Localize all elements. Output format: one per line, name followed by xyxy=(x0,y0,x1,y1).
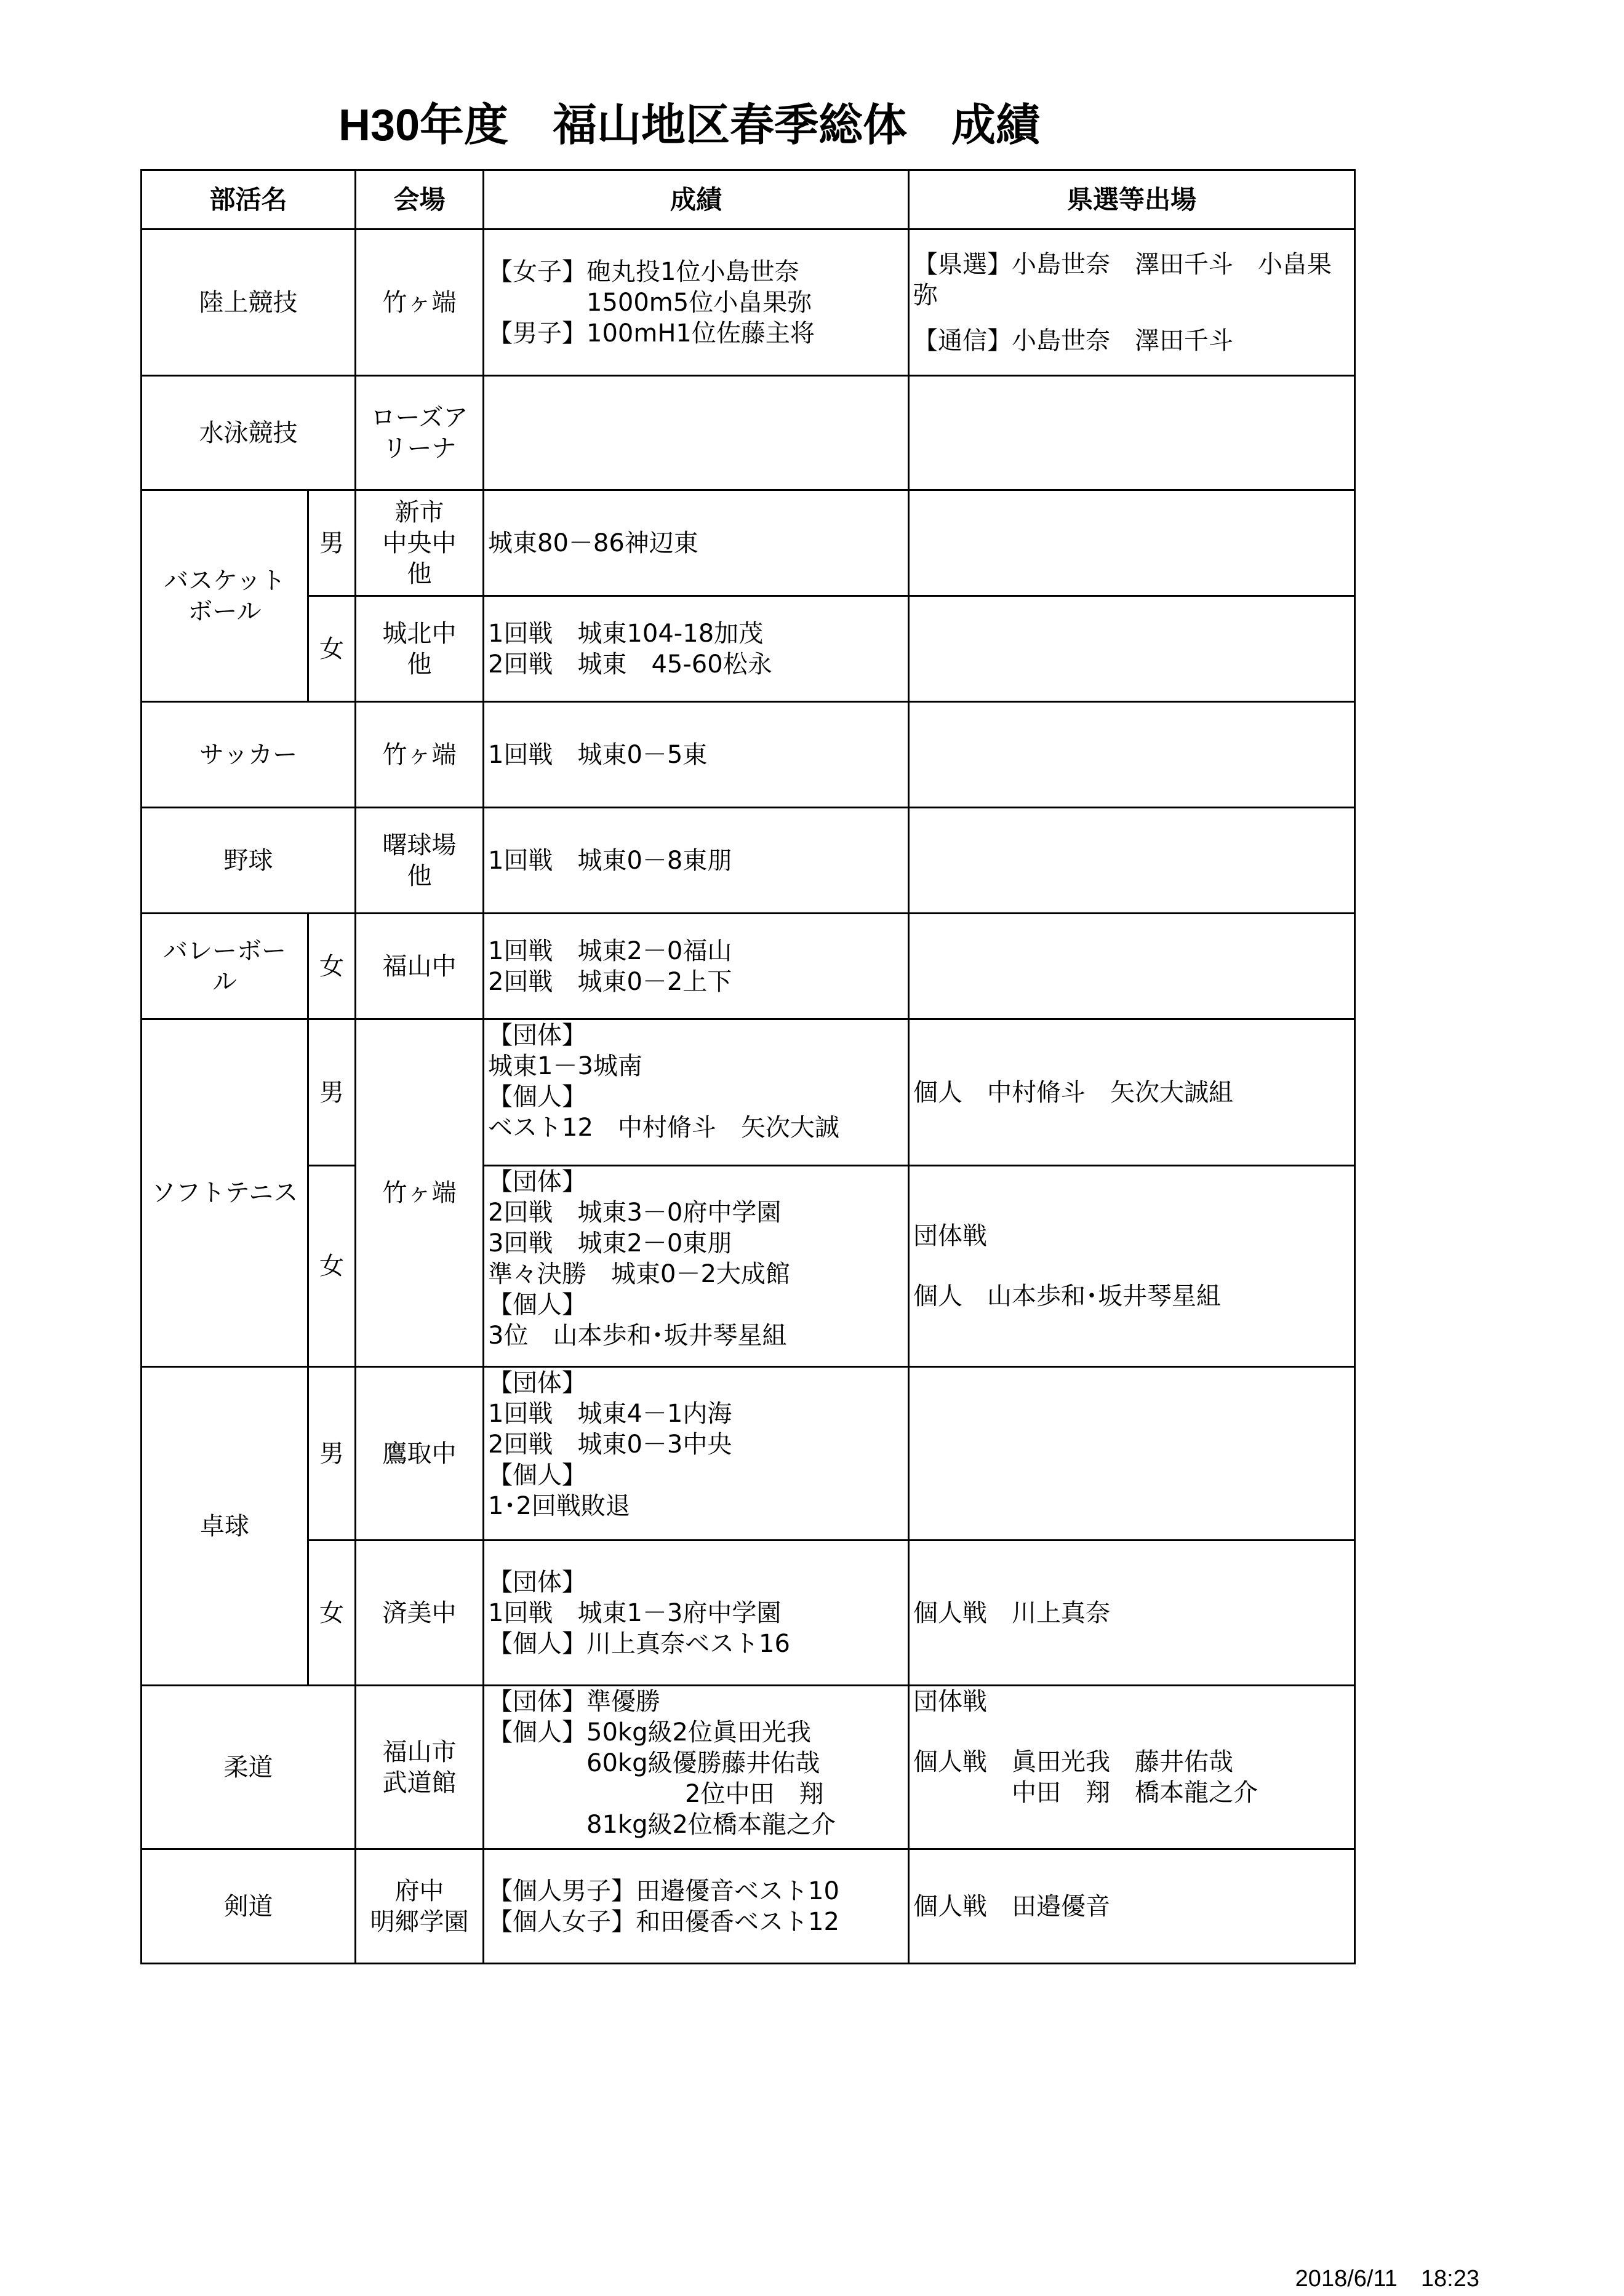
result: 城東80－86神辺東 xyxy=(484,490,909,596)
header-club: 部活名 xyxy=(142,170,356,229)
venue: 福山中 xyxy=(356,914,484,1019)
club-name: バスケット ボール xyxy=(142,490,308,702)
prefecture: 個人 中村脩斗 矢次大誠組 xyxy=(909,1019,1355,1166)
venue: 済美中 xyxy=(356,1541,484,1686)
gender: 男 xyxy=(308,1367,356,1541)
gender: 男 xyxy=(308,490,356,596)
gender: 女 xyxy=(308,596,356,702)
table-row-softtennis-female xyxy=(142,1166,1355,1367)
result: 【個人男子】田邉優音ベスト10 【個人女子】和田優香ベスト12 xyxy=(484,1849,909,1964)
header-result: 成績 xyxy=(484,170,909,229)
club-name: 剣道 xyxy=(142,1849,356,1964)
result: 1回戦 城東104-18加茂 2回戦 城東 45-60松永 xyxy=(484,596,909,702)
venue: 竹ヶ端 xyxy=(356,702,484,808)
table-row-takkyu-male xyxy=(142,1367,1355,1541)
club-name: 野球 xyxy=(142,808,356,914)
page-title: H30年度 福山地区春季総体 成績 xyxy=(338,101,1041,150)
prefecture xyxy=(909,376,1355,490)
venue: ローズア リーナ xyxy=(356,376,484,490)
prefecture: 【県選】小島世奈 澤田千斗 小畠果 弥 【通信】小島世奈 澤田千斗 xyxy=(909,229,1355,376)
table-row-basket-male xyxy=(142,490,1355,596)
result: 1回戦 城東0－8東朋 xyxy=(484,808,909,914)
prefecture xyxy=(909,596,1355,702)
result: 【団体】 1回戦 城東1－3府中学園 【個人】川上真奈ベスト16 xyxy=(484,1541,909,1686)
table-row-soccer xyxy=(142,702,1355,808)
header-row xyxy=(142,170,1355,229)
prefecture: 個人戦 川上真奈 xyxy=(909,1541,1355,1686)
result: 【女子】砲丸投1位小島世奈 1500m5位小畠果弥 【男子】100mH1位佐藤主将 xyxy=(484,229,909,376)
table-row-basket-female xyxy=(142,596,1355,702)
gender: 女 xyxy=(308,914,356,1019)
club-name: 卓球 xyxy=(142,1367,308,1686)
venue: 竹ヶ端 xyxy=(356,1019,484,1367)
gender: 女 xyxy=(308,1166,356,1367)
prefecture xyxy=(909,702,1355,808)
venue: 福山市 武道館 xyxy=(356,1686,484,1849)
venue: 府中 明郷学園 xyxy=(356,1849,484,1964)
prefecture xyxy=(909,490,1355,596)
table-row-softtennis-male xyxy=(142,1019,1355,1166)
venue: 城北中 他 xyxy=(356,596,484,702)
result: 1回戦 城東0－5東 xyxy=(484,702,909,808)
prefecture: 個人戦 田邉優音 xyxy=(909,1849,1355,1964)
table-row-rikujo xyxy=(142,229,1355,376)
prefecture: 団体戦 個人戦 眞田光我 藤井佑哉 中田 翔 橋本龍之介 xyxy=(909,1686,1355,1849)
result: 【団体】準優勝 【個人】50kg級2位眞田光我 60kg級優勝藤井佑哉 2位中田 翔 81kg級2位橋本龍之介 xyxy=(484,1686,909,1849)
club-name: サッカー xyxy=(142,702,356,808)
prefecture xyxy=(909,808,1355,914)
result: 【団体】 2回戦 城東3－0府中学園 3回戦 城東2－0東朋 準々決勝 城東0－2大成館 【個人】 3位 山本歩和･坂井琴星組 xyxy=(484,1166,909,1367)
venue: 新市 中央中 他 xyxy=(356,490,484,596)
header-venue: 会場 xyxy=(356,170,484,229)
result: 【団体】 城東1－3城南 【個人】 ベスト12 中村脩斗 矢次大誠 xyxy=(484,1019,909,1166)
prefecture xyxy=(909,1367,1355,1541)
gender: 女 xyxy=(308,1541,356,1686)
table-row-takkyu-female xyxy=(142,1541,1355,1686)
table-row-kendo xyxy=(142,1849,1355,1964)
venue: 竹ヶ端 xyxy=(356,229,484,376)
table-row-suiei xyxy=(142,376,1355,490)
venue: 曙球場 他 xyxy=(356,808,484,914)
table-row-judo xyxy=(142,1686,1355,1849)
club-name: 陸上競技 xyxy=(142,229,356,376)
result: 【団体】 1回戦 城東4－1内海 2回戦 城東0－3中央 【個人】 1･2回戦敗退 xyxy=(484,1367,909,1541)
results-table xyxy=(140,169,1356,1964)
club-name: ソフトテニス xyxy=(142,1019,308,1367)
result xyxy=(484,376,909,490)
table-row-yakyu xyxy=(142,808,1355,914)
venue: 鷹取中 xyxy=(356,1367,484,1541)
club-name: 柔道 xyxy=(142,1686,356,1849)
print-timestamp: 2018/6/11 18:23 xyxy=(1295,2266,1479,2292)
prefecture xyxy=(909,914,1355,1019)
club-name: バレーボー ル xyxy=(142,914,308,1019)
club-name: 水泳競技 xyxy=(142,376,356,490)
header-prefecture: 県選等出場 xyxy=(909,170,1355,229)
result: 1回戦 城東2－0福山 2回戦 城東0－2上下 xyxy=(484,914,909,1019)
prefecture: 団体戦 個人 山本歩和･坂井琴星組 xyxy=(909,1166,1355,1367)
gender: 男 xyxy=(308,1019,356,1166)
table-row-volley xyxy=(142,914,1355,1019)
